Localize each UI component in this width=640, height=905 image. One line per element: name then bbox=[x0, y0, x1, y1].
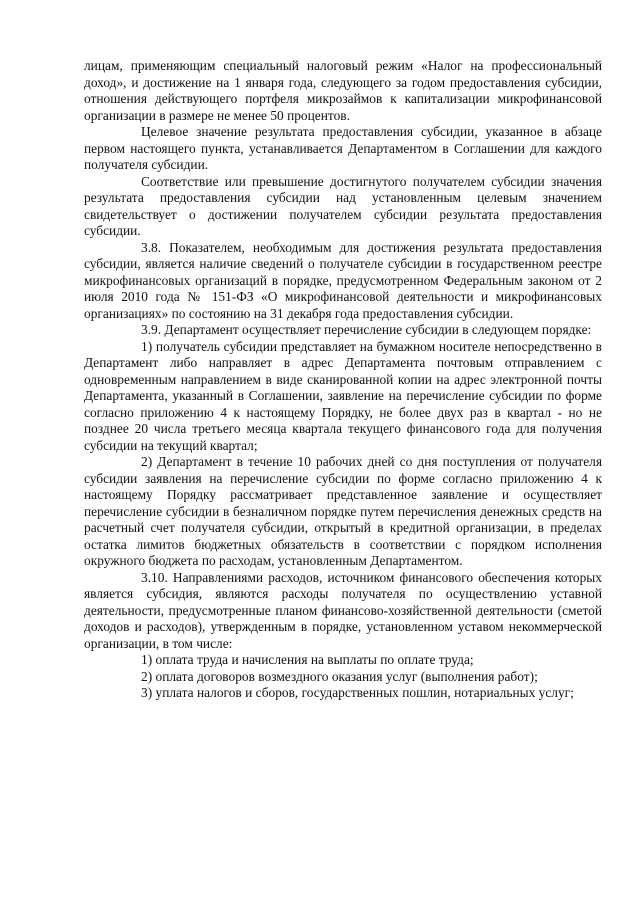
paragraph-3-10-item-2: 2) оплата договоров возмездного оказания услуг (выполнения работ); bbox=[141, 668, 538, 684]
paragraph-target-value: Целевое значение результата предоставления субсидии, указанное в абзаце первом настоящего пункта, устанавливается Департаментом в Соглашении для каждого получателя субсидии. bbox=[84, 124, 602, 172]
paragraph-3-9-transfer-order: 3.9. Департамент осуществляет перечисление субсидии в следующем порядке: bbox=[141, 322, 592, 337]
paragraph-3-10-expense-directions: 3.10. Направлениями расходов, источником финансового обеспечения которых является субсидия, являются расходы получателя по осуществлению уставной деятельности, предусмотренные планом финансово-хозяйственной деятельности (сметой доходов и расходов), утвержденным в порядке, установленном уставом некоммерческой организации, в том числе: bbox=[84, 569, 602, 651]
paragraph-continuation-result: лицам, применяющим специальный налоговый режим «Налог на профессиональный доход», и достижение на 1 января года, следующего за годом предоставления субсидии, отношения действующего портфеля микрозаймов к капитализации микрофинансовой организации в размере не менее 50 процентов. bbox=[84, 58, 602, 123]
paragraph-3-10-item-1: 1) оплата труда и начисления на выплаты по оплате труда; bbox=[141, 652, 474, 667]
paragraph-3-9-item-2: 2) Департамент в течение 10 рабочих дней со дня поступления от получателя субсидии заявления на перечисление субсидии по форме согласно приложению 4 к настоящему Порядку рассматривает представленное заявление и осуществляет перечисление субсидии в безналичном порядке путем перечисления денежных средств на расчетный счет получателя субсидии, открытый в кредитной организации, в пределах остатка лимитов бюджетных обязательств в соответствии с порядком исполнения окружного бюджета по расходам, установленным Департаментом. bbox=[84, 454, 602, 568]
paragraph-3-10-item-3: 3) уплата налогов и сборов, государственных пошлин, нотариальных услуг; bbox=[141, 685, 574, 700]
paragraph-3-8-indicator: 3.8. Показателем, необходимым для достижения результата предоставления субсидии, является наличие сведений о получателе субсидии в государственном реестре микрофинансовых организаций в порядке, предусмотренном Федеральным законом от 2 июля 2010 года № 151-ФЗ «О микрофинансовой деятельности и микрофинансовых организациях» по состоянию на 31 декабря года предоставления субсидии. bbox=[84, 239, 602, 321]
paragraph-3-9-item-1: 1) получатель субсидии представляет на бумажном носителе непосредственно в Департамент либо направляет в адрес Департамента почтовым отправлением с одновременным направлением в виде сканированной копии на адрес электронной почты Департамента, указанный в Соглашении, заявление на перечисление субсидии по форме согласно приложению 4 к настоящему Порядку, не более двух раз в квартал - но не позднее 20 числа третьего месяца квартала текущего финансового года для получения субсидии на текущий квартал; bbox=[84, 338, 602, 453]
document-page bbox=[84, 58, 602, 702]
paragraph-achievement: Соответствие или превышение достигнутого получателем субсидии значения результата предоставления субсидии над установленным целевым значением свидетельствует о достижении получателем субсидии результата предоставления субсидии. bbox=[84, 173, 602, 238]
